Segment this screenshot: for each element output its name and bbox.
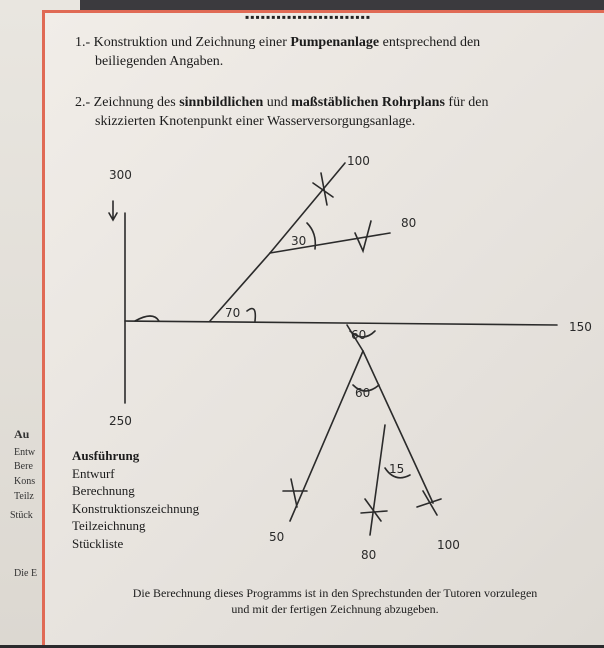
angle-70-arc [247,309,255,321]
valve-bottom-left [283,479,307,507]
footnote-line2: und mit der fertigen Zeichnung abzugeben. [231,602,439,616]
label-80-bottom: 80 [361,548,377,562]
pipe-sketch [45,13,604,648]
footnote [85,585,585,617]
ausfuehrung-list [72,447,199,552]
main-horizontal-pipe [125,321,557,325]
task-2-text-after: für den [444,95,489,110]
label-angle-15: 15 [389,462,405,476]
footnote-line1: Die Berechnung dieses Programms ist in den Sprechstunden der Tutoren vorzulegen [132,586,538,600]
label-angle-70: 70 [225,306,241,320]
under-text-au: Au [14,427,30,441]
label-angle-30: 30 [291,234,307,248]
under-text-teilz: Teilz [14,491,34,502]
branch-middle-to-80 [270,233,390,253]
ausfuehrung-heading: Ausführung [72,448,140,463]
label-250: 250 [109,414,132,428]
task-1-text-before: Konstruktion und Zeichnung einer [93,35,291,50]
branch-upper-to-100 [270,163,345,253]
list-item: Teilzeichnung [72,518,146,533]
label-150: 150 [569,320,592,334]
branch-to-100 [363,351,433,503]
task-2-number: 2.- [75,95,91,110]
label-angle-60-low: 60 [355,386,371,400]
branch-to-80 [370,425,385,535]
label-angle-60-top: 60 [351,328,367,342]
label-50: 50 [269,530,285,544]
list-item: Konstruktionszeichnung [72,500,200,516]
list-item: Berechnung [72,483,135,498]
label-100-bottom: 100 [437,538,460,552]
paper-sheet [42,10,604,645]
label-80-middle: 80 [401,216,417,230]
task-1-number: 1.- [75,35,91,50]
under-text-stueck: Stück [10,510,33,521]
task-2-emphasis1: sinnbildlichen [179,95,264,110]
under-text-die: Die E [14,568,38,579]
list-item: Entwurf [72,465,115,481]
torn-top-edge: ▪▪▪▪▪▪▪▪▪▪▪▪▪▪▪▪▪▪▪▪▪▪▪▪ [245,13,372,21]
task-1-emphasis: Pumpenanlage [290,35,380,50]
under-text-bere: Bere [14,461,33,472]
right-angle-arc [135,316,159,321]
under-text-kons: Kons [14,476,36,487]
label-300: 300 [109,168,132,182]
task-2-text-mid: und [263,95,292,110]
under-text-entw: Entw [14,447,36,458]
list-item: Stückliste [72,535,124,551]
task-1-line2: beiliegenden Angaben. [95,54,224,69]
task-2-line2: skizzierten Knotenpunkt einer Wasserversorgungsanlage. [95,114,416,129]
branch-to-50 [290,351,363,521]
task-2-text-before: Zeichnung des [93,95,180,110]
task-1-text-after: entsprechend den [379,35,481,50]
flow-arrow [109,201,117,220]
label-100-upper: 100 [347,154,370,168]
task-2-emphasis2: maßstäblichen Rohrplans [291,95,445,110]
